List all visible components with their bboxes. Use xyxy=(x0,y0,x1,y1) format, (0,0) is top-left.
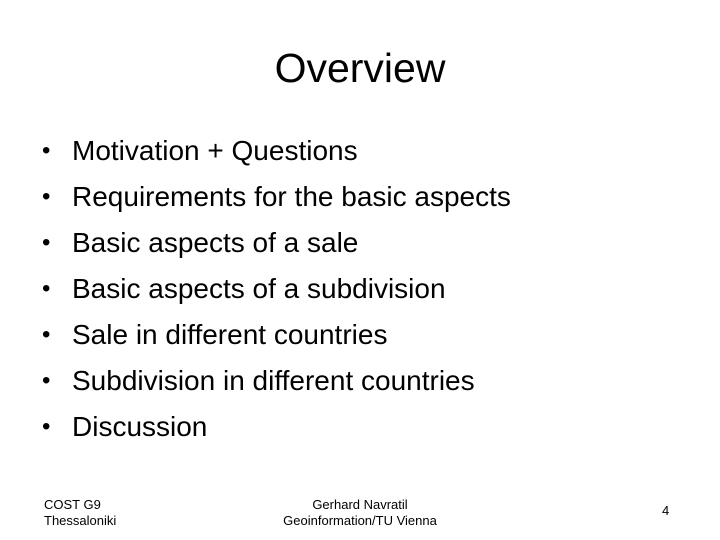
footer-author-name: Gerhard Navratil xyxy=(312,497,408,512)
bullet-text: Subdivision in different countries xyxy=(72,365,475,396)
bullet-text: Sale in different countries xyxy=(72,319,388,350)
bullet-icon: • xyxy=(42,229,51,256)
bullet-text: Motivation + Questions xyxy=(72,135,358,166)
footer-author xyxy=(260,497,460,529)
footer-conference-name: COST G9 xyxy=(44,497,101,512)
bullet-text: Requirements for the basic aspects xyxy=(72,181,511,212)
bullet-icon: • xyxy=(42,367,51,394)
page-number: 4 xyxy=(662,503,670,518)
footer-conference-location: Thessaloniki xyxy=(44,513,117,528)
bullet-icon: • xyxy=(42,413,51,440)
slide-title: Overview xyxy=(274,45,446,91)
footer-author-affiliation: Geoinformation/TU Vienna xyxy=(283,513,437,528)
footer-conference xyxy=(44,497,116,529)
bullet-icon: • xyxy=(42,183,51,210)
bullet-text: Discussion xyxy=(72,411,208,442)
bullet-icon: • xyxy=(42,275,51,302)
bullet-icon: • xyxy=(42,137,51,164)
bullet-icon: • xyxy=(42,321,51,348)
bullet-text: Basic aspects of a subdivision xyxy=(72,273,446,304)
bullet-text: Basic aspects of a sale xyxy=(72,227,359,258)
